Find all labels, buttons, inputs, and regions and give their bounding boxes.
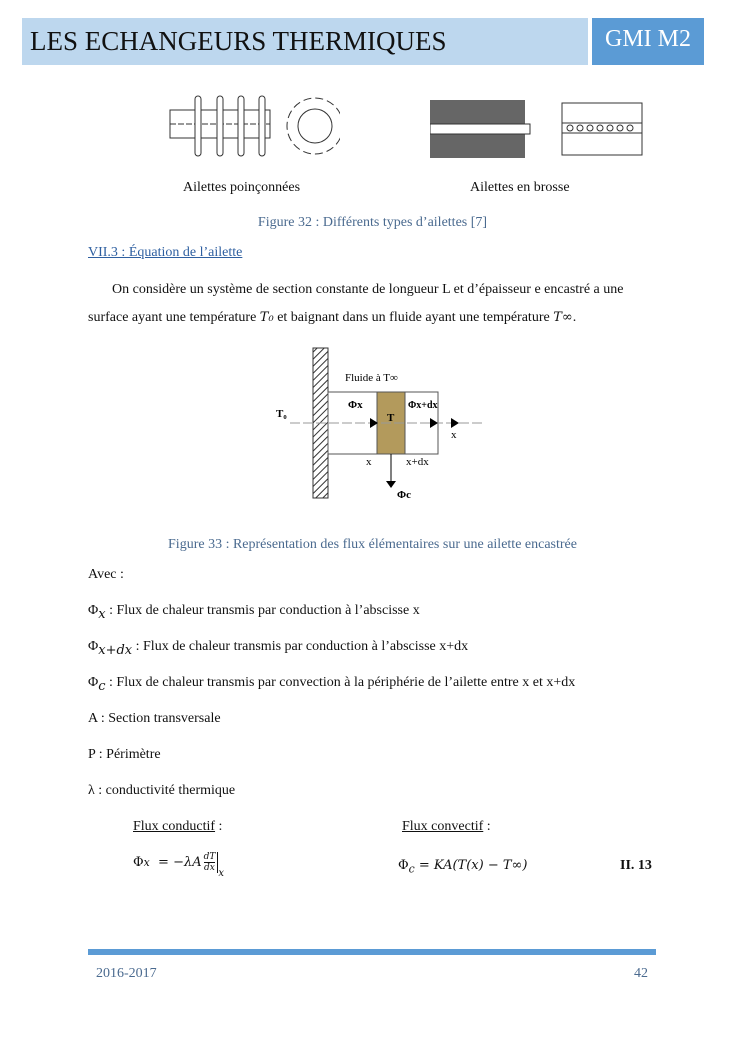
definition-lambda: λ : conductivité thermique (88, 783, 236, 798)
x-label: x (366, 456, 372, 468)
equation-conductive: Φ x = −λA dT dx x (133, 852, 224, 879)
paragraph-line-2: surface ayant une température T₀ et baignant dans un fluide ayant une température T∞. (88, 310, 577, 325)
definition-phi-x: $\Phi_x$ : Flux de chaleur transmis par conduction à l’abscisse x (88, 603, 420, 622)
page-number: 42 (634, 966, 648, 981)
brush-fins-image (430, 100, 645, 158)
paragraph-line-1: On considère un système de section constante de longueur L et d’épaisseur e encastré a une (112, 282, 624, 297)
figure-32-caption: Figure 32 : Différents types d’ailettes [7] (257, 215, 488, 230)
header-badge: GMI M2 (592, 18, 704, 65)
footer-year: 2016-2017 (96, 966, 157, 981)
flux-convectif-heading: Flux convectif : (402, 819, 491, 834)
figure-label-brush: Ailettes en brosse (470, 180, 570, 195)
equation-convective: $\Phi_c = KA(T(x) - T\infty)$ (398, 858, 528, 876)
definition-phi-xdx: $\Phi_{x+dx}$ : Flux de chaleur transmis par conduction à l’abscisse x+dx (88, 639, 469, 658)
header-title: LES ECHANGEURS THERMIQUES (22, 18, 588, 65)
footer-rule (88, 949, 656, 955)
punched-fins-image (165, 88, 340, 163)
x-axis-label: x (451, 429, 457, 441)
avec-label: Avec : (88, 567, 124, 582)
t-label: T (387, 412, 395, 424)
equation-number: II. 13 (620, 858, 652, 873)
definition-phi-c: $\Phi_c$ : Flux de chaleur transmis par convection à la périphérie de l’ailette entre x et x+dx (88, 675, 576, 694)
phi-x-label: Φx (348, 399, 363, 411)
phi-c-label: Φc (397, 489, 412, 501)
phi-xdx-label: Φx+dx (408, 400, 438, 411)
figure-33-caption: Figure 33 : Représentation des flux élémentaires sur une ailette encastrée (168, 537, 577, 552)
figure-label-punched: Ailettes poinçonnées (183, 180, 301, 195)
xdx-label: x+dx (406, 456, 429, 468)
fluid-label: Fluide à T∞ (345, 372, 398, 384)
t0-label: T₀ (276, 408, 287, 420)
definition-p: P : Périmètre (88, 747, 161, 762)
section-heading[interactable]: VII.3 : Équation de l’ailette (88, 245, 243, 260)
flux-conductif-heading: Flux conductif : (133, 819, 223, 834)
fin-flux-diagram (270, 345, 490, 505)
definition-a: A : Section transversale (88, 711, 221, 726)
